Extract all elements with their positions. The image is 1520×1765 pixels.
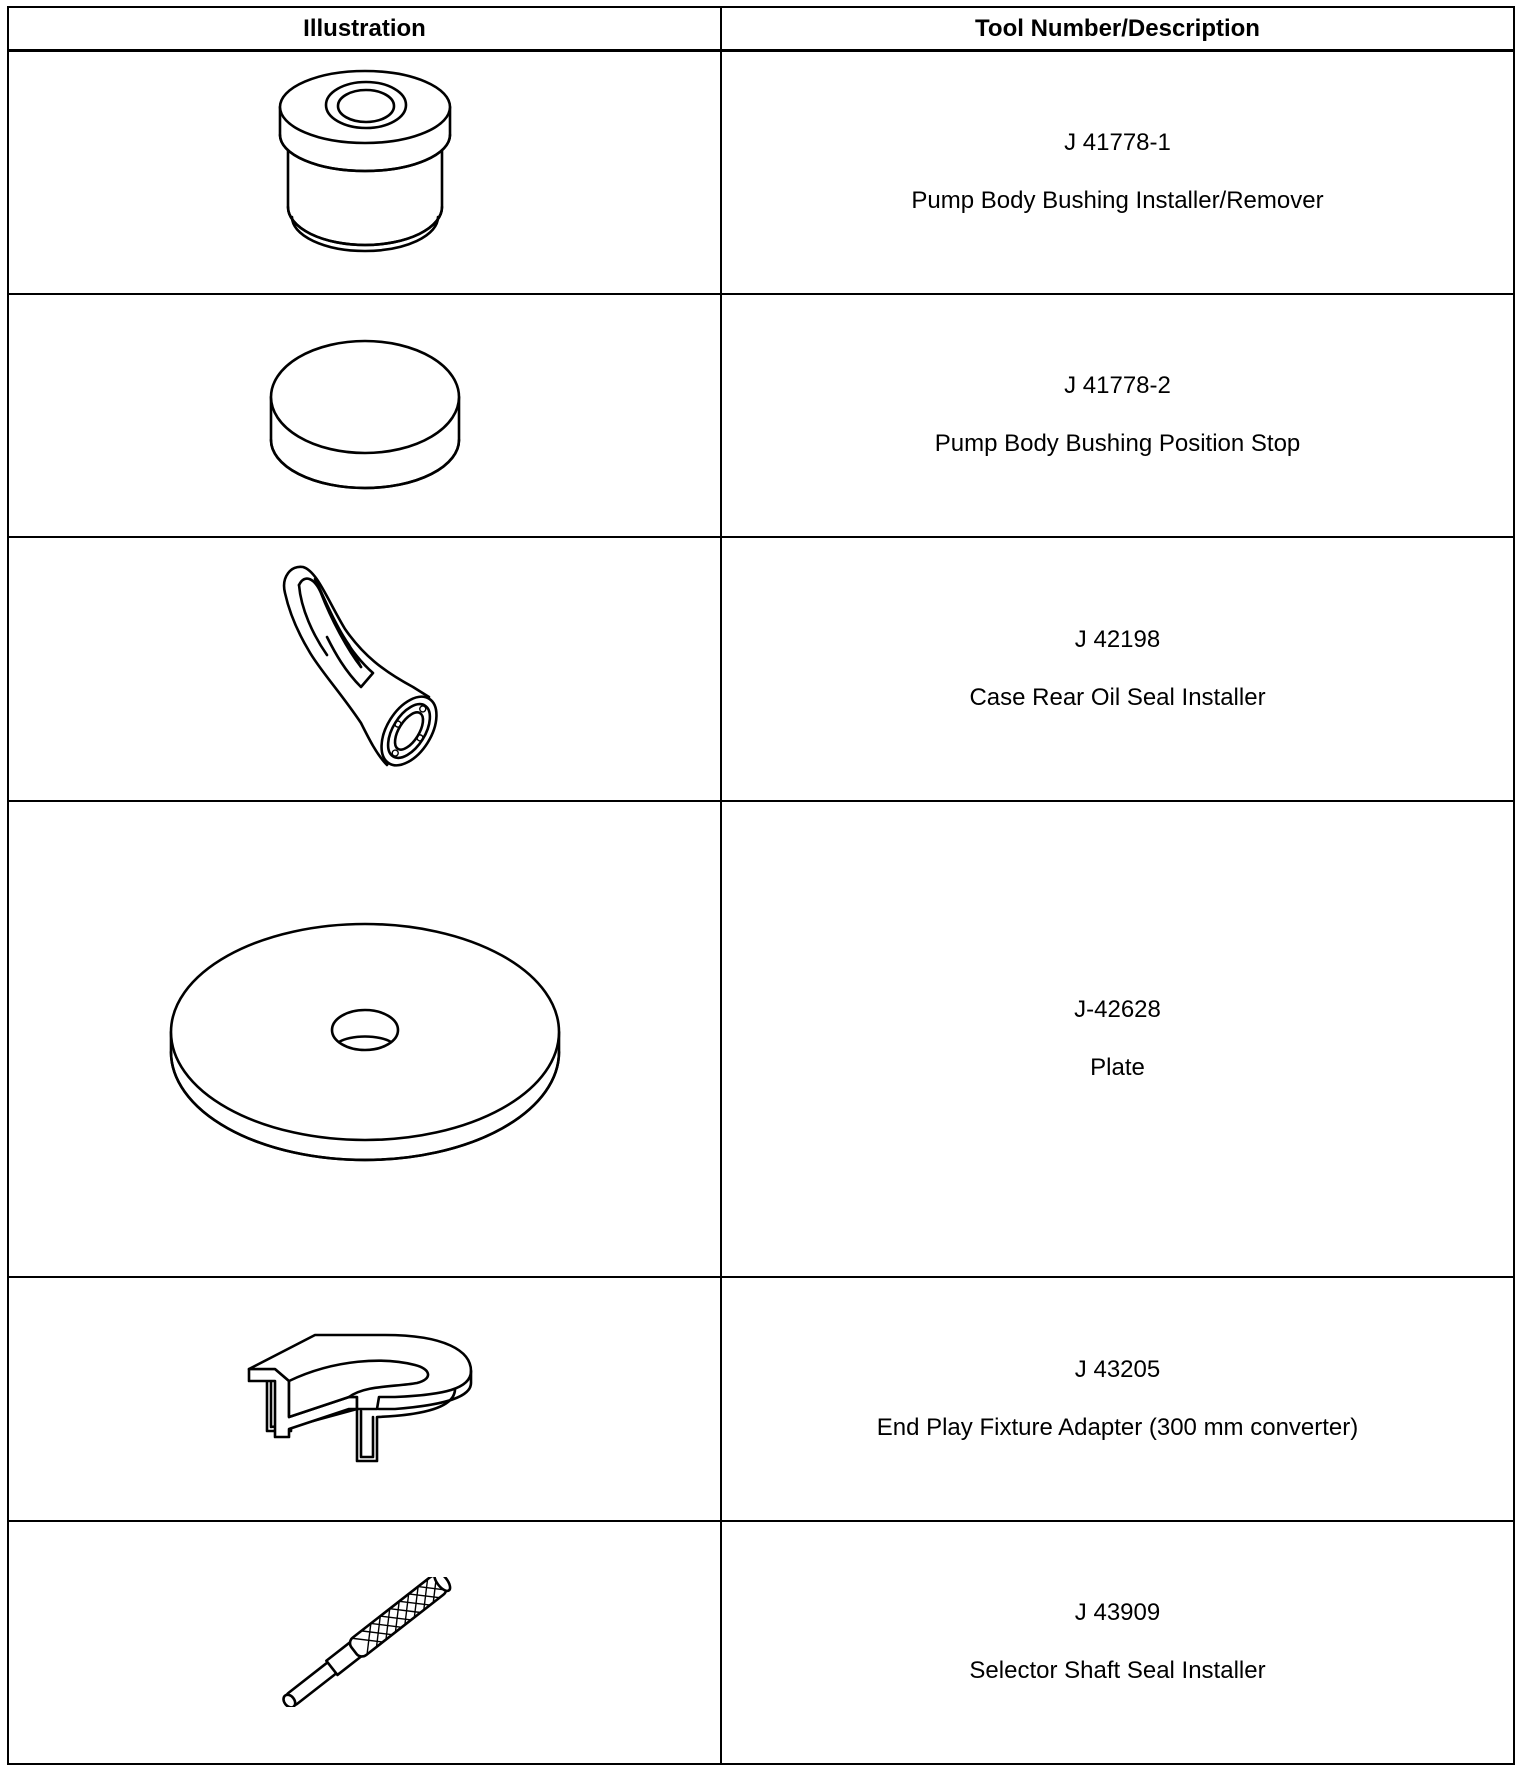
plate-icon [165,914,565,1164]
description-cell [721,801,1514,1277]
table-row [8,537,1514,801]
table-row [8,801,1514,1277]
description-cell [721,51,1514,294]
illustration-cell [8,51,721,294]
tool-number: J 41778-2 [1064,372,1171,399]
table-header-row [8,7,1514,51]
tool-description: End Play Fixture Adapter (300 mm converter) [876,1413,1359,1441]
description-cell [721,1277,1514,1521]
position-stop-icon [267,335,463,495]
tool-description: Case Rear Oil Seal Installer [969,683,1266,711]
tool-number: J 41778-1 [1064,129,1171,157]
header-illustration: Illustration [8,7,721,51]
tool-number: J 42198 [1074,625,1161,653]
description-cell [721,294,1514,537]
tool-description: Pump Body Bushing Installer/Remover [911,187,1324,215]
illustration-cell [8,1521,721,1764]
seal-installer-icon [265,559,465,779]
illustration-cell [8,537,721,801]
table-row [8,294,1514,537]
table-row [8,1521,1514,1764]
illustration-cell [8,801,721,1277]
tool-number: J-42628 [1074,995,1161,1023]
fixture-adapter-icon [245,1329,485,1469]
description-cell [721,537,1514,801]
illustration-cell [8,294,721,537]
special-tools-table [7,6,1515,1765]
tool-number: J 43205 [1074,1355,1161,1383]
tool-number: J 43909 [1074,1599,1161,1626]
table-row [8,51,1514,294]
description-cell [721,1521,1514,1764]
table-row [8,1277,1514,1521]
tool-description: Pump Body Bushing Position Stop [934,430,1301,457]
tool-description: Plate [1090,1053,1145,1081]
tool-description: Selector Shaft Seal Installer [969,1657,1266,1684]
illustration-cell [8,1277,721,1521]
bushing-installer-icon [275,67,455,277]
selector-shaft-seal-installer-icon [275,1577,455,1707]
header-tool-description: Tool Number/Description [721,7,1514,51]
